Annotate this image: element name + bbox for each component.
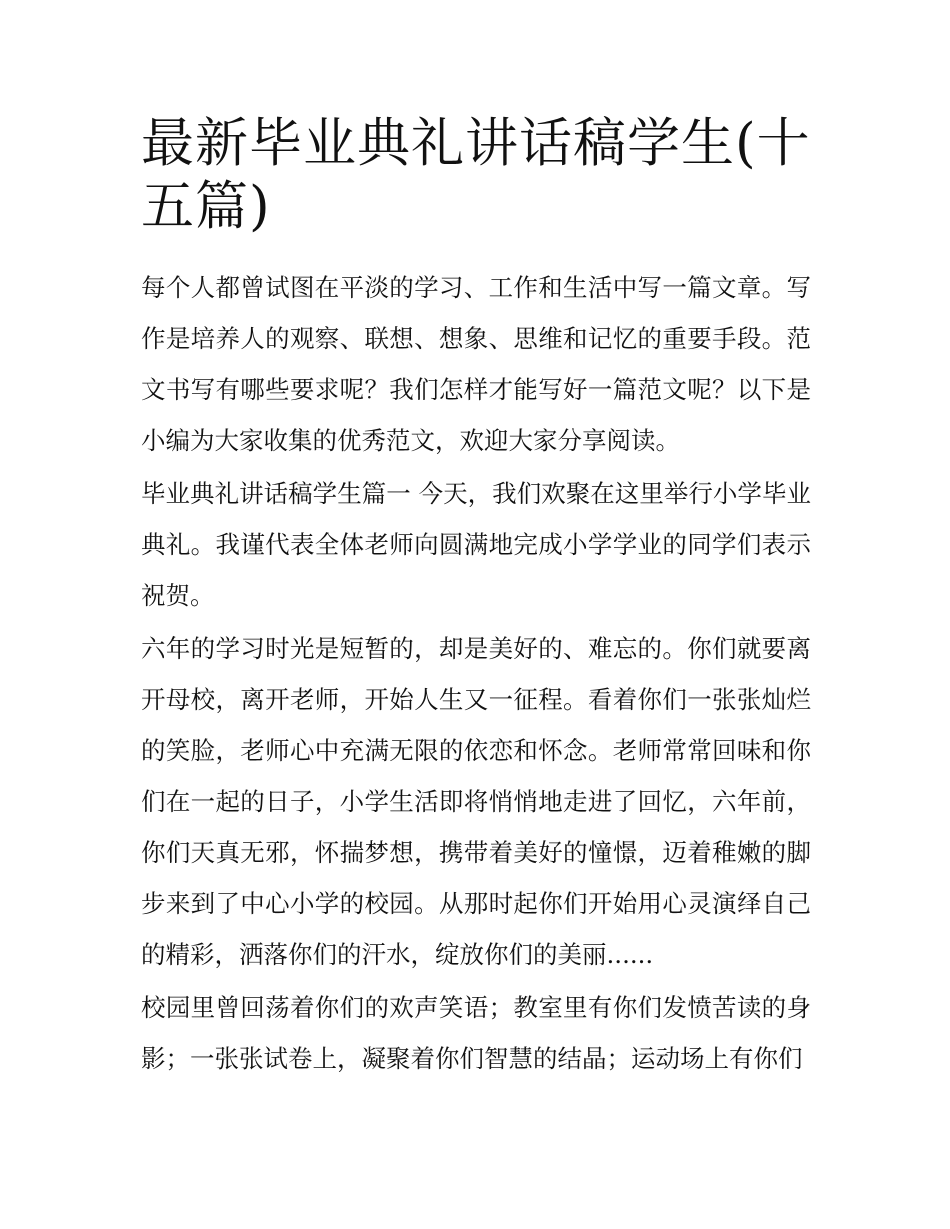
paragraph-speech-opening: 毕业典礼讲话稿学生篇一 今天，我们欢聚在这里举行小学毕业典礼。我谨代表全体老师向圆满地完成小学学业的同学们表示祝贺。 (141, 479, 811, 610)
document-page (141, 112, 811, 1086)
paragraph-six-years: 六年的学习时光是短暂的，却是美好的、难忘的。你们就要离开母校，离开老师，开始人生又一征程。看着你们一张张灿烂的笑脸，老师心中充满无限的依恋和怀念。老师常常回味和你们在一起的日子，小学生活即将悄悄地走进了回忆，六年前，你们天真无邪，怀揣梦想，携带着美好的憧憬，迈着稚嫩的脚步来到了中心小学的校园。从那时起你们开始用心灵演绎自己的精彩，洒落你们的汗水，绽放你们的美丽...... (141, 634, 811, 969)
paragraph-campus-memories: 校园里曾回荡着你们的欢声笑语；教室里有你们发愤苦读的身影；一张张试卷上，凝聚着你们智慧的结晶；运动场上有你们 (141, 993, 811, 1073)
paragraph-intro: 每个人都曾试图在平淡的学习、工作和生活中写一篇文章。写作是培养人的观察、联想、想象、思维和记忆的重要手段。范文书写有哪些要求呢？我们怎样才能写好一篇范文呢？以下是小编为大家收集的优秀范文，欢迎大家分享阅读。 (141, 273, 811, 455)
document-body (141, 262, 811, 1084)
document-title: 最新毕业典礼讲话稿学生(十五篇) (141, 113, 811, 237)
